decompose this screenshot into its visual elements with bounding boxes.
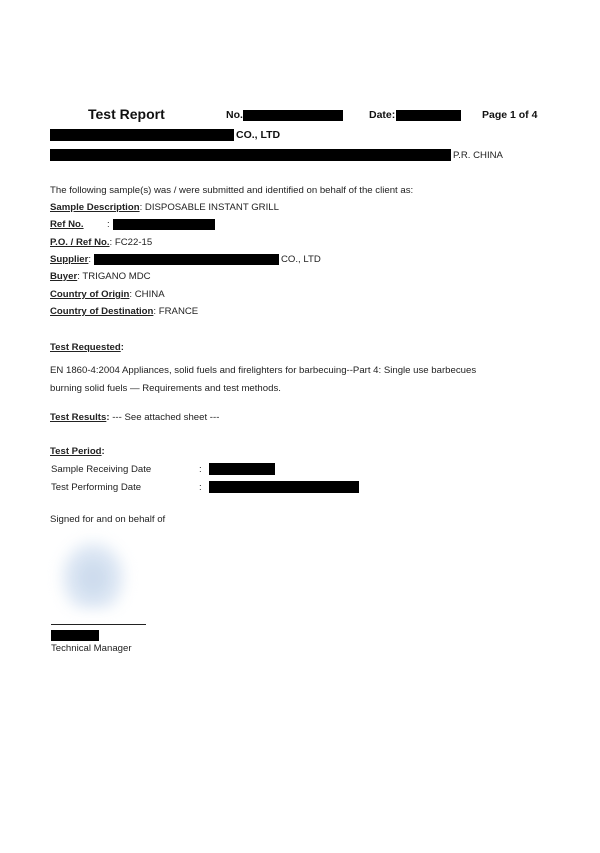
page-indicator: Page 1 of 4 — [482, 109, 538, 121]
sample-description-row — [50, 202, 279, 213]
colon: : — [88, 254, 92, 265]
test-performing-date-label: Test Performing Date — [51, 482, 142, 493]
test-period-heading — [50, 446, 105, 457]
test-requested-heading — [50, 342, 124, 353]
origin-value: CHINA — [134, 289, 165, 300]
receiving-date-separator: : — [199, 464, 202, 475]
buyer-row — [50, 271, 151, 282]
colon: : — [101, 446, 105, 457]
redacted-receiving-date — [209, 463, 275, 475]
redacted-ref-no — [113, 219, 215, 230]
report-number-label: No. — [226, 109, 243, 121]
destination-value: FRANCE — [158, 306, 199, 317]
supplier-value: CO., LTD — [281, 254, 321, 265]
origin-row — [50, 289, 165, 300]
colon: : — [153, 306, 157, 317]
colon: : — [129, 289, 133, 300]
supplier-label: Supplier — [50, 254, 89, 265]
ref-no-separator: : — [107, 219, 110, 230]
intro-text: The following sample(s) was / were submitted and identified on behalf of the client as: — [50, 185, 414, 196]
po-ref-label: P.O. / Ref No. — [50, 237, 110, 248]
buyer-label: Buyer — [50, 271, 78, 282]
supplier-row — [50, 254, 91, 265]
test-period-label: Test Period — [50, 446, 102, 457]
signatory-title: Technical Manager — [51, 643, 132, 654]
test-results-label: Test Results — [50, 412, 107, 423]
test-results-value: --- See attached sheet --- — [112, 412, 220, 423]
po-ref-row — [50, 237, 152, 248]
blurred-signature — [58, 538, 128, 610]
redacted-performing-date — [209, 481, 359, 493]
colon: : — [109, 237, 113, 248]
po-ref-value: FC22-15 — [114, 237, 153, 248]
colon: : — [77, 271, 80, 282]
redacted-signatory-name — [51, 630, 99, 641]
client-company-suffix: CO., LTD — [236, 129, 281, 141]
date-label: Date: — [369, 109, 396, 121]
colon: : — [139, 202, 143, 213]
ref-no-row — [50, 219, 110, 230]
redacted-client-address — [50, 149, 451, 161]
colon: : — [120, 342, 124, 353]
redacted-report-number — [243, 110, 343, 121]
redacted-client-name — [50, 129, 234, 141]
sample-description-value: DISPOSABLE INSTANT GRILL — [144, 202, 279, 213]
redacted-date — [396, 110, 461, 121]
sample-receiving-date-label: Sample Receiving Date — [51, 464, 152, 475]
report-title: Test Report — [88, 106, 165, 122]
redacted-supplier-name — [94, 254, 279, 265]
performing-date-separator: : — [199, 482, 202, 493]
test-requested-line-2: burning solid fuels — Requirements and test methods. — [50, 383, 281, 394]
buyer-value: TRIGANO MDC — [82, 271, 151, 282]
destination-label: Country of Destination — [50, 306, 154, 317]
client-country: P.R. CHINA — [453, 150, 503, 161]
origin-label: Country of Origin — [50, 289, 130, 300]
signature-line — [51, 624, 146, 625]
signed-on-behalf-text: Signed for and on behalf of — [50, 514, 166, 525]
ref-no-label: Ref No. — [50, 219, 84, 230]
test-results-row — [50, 412, 219, 423]
test-requested-line-1: EN 1860-4:2004 Appliances, solid fuels and firelighters for barbecuing--Part 4: Single use barbecues — [50, 365, 477, 376]
test-requested-label: Test Requested — [50, 342, 121, 353]
sample-description-label: Sample Description — [50, 202, 140, 213]
colon: : — [106, 412, 110, 423]
destination-row — [50, 306, 198, 317]
